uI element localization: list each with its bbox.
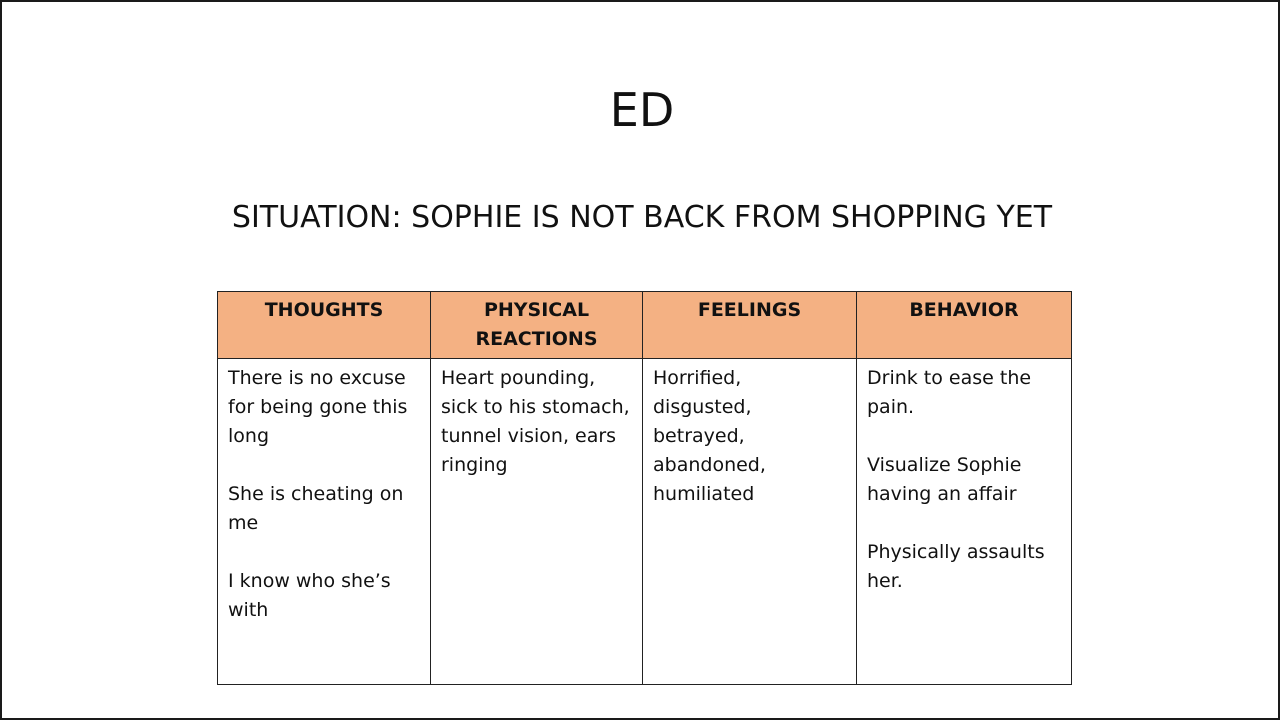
text-line: Visualize Sophie — [867, 454, 1022, 476]
text-line: Physically assaults — [867, 541, 1045, 563]
text-line: disgusted, — [653, 396, 752, 418]
paragraph-gap — [228, 538, 421, 567]
text-line: for being gone this — [228, 396, 408, 418]
text-line: long — [228, 425, 270, 447]
text-line: me — [228, 512, 259, 534]
cell-behavior — [857, 359, 1072, 685]
text-line: Heart pounding, — [441, 367, 596, 389]
table-row — [218, 359, 1072, 685]
text-line: humiliated — [653, 483, 755, 505]
text-line: There is no excuse — [228, 367, 406, 389]
behavior-item-2 — [867, 451, 1062, 509]
cbt-table — [217, 291, 1072, 685]
header-physical-label-line1: PHYSICAL — [483, 299, 590, 321]
text-line: having an affair — [867, 483, 1017, 505]
header-thoughts — [218, 292, 431, 359]
cell-physical-reactions — [431, 359, 643, 685]
cell-thoughts — [218, 359, 431, 685]
text-line: abandoned, — [653, 454, 766, 476]
paragraph-gap — [867, 422, 1062, 451]
table-header-row — [218, 292, 1072, 359]
text-line: I know who she’s — [228, 570, 391, 592]
header-thoughts-label: THOUGHTS — [264, 299, 384, 321]
text-line: tunnel vision, ears — [441, 425, 617, 447]
header-feelings — [643, 292, 857, 359]
header-behavior-label: BEHAVIOR — [909, 299, 1019, 321]
header-feelings-label: FEELINGS — [697, 299, 802, 321]
thought-item-2 — [228, 480, 421, 538]
text-line: with — [228, 599, 269, 621]
text-line: sick to his stomach, — [441, 396, 630, 418]
cell-feelings — [643, 359, 857, 685]
slide-subtitle: SITUATION: SOPHIE IS NOT BACK FROM SHOPPING YET — [231, 200, 1053, 235]
physical-item-1 — [441, 364, 633, 480]
slide-title: ED — [609, 83, 675, 137]
thought-item-1 — [228, 364, 421, 451]
header-physical-reactions — [431, 292, 643, 359]
header-physical-label-line2: REACTIONS — [475, 328, 598, 350]
text-line: Drink to ease the — [867, 367, 1032, 389]
text-line: pain. — [867, 396, 915, 418]
paragraph-gap — [867, 509, 1062, 538]
feelings-item-1 — [653, 364, 847, 509]
text-line: her. — [867, 570, 903, 592]
thought-item-3 — [228, 567, 421, 625]
behavior-item-3 — [867, 538, 1062, 596]
text-line: ringing — [441, 454, 508, 476]
text-line: Horrified, — [653, 367, 742, 389]
behavior-item-1 — [867, 364, 1062, 422]
header-behavior — [857, 292, 1072, 359]
text-line: She is cheating on — [228, 483, 404, 505]
paragraph-gap — [228, 451, 421, 480]
text-line: betrayed, — [653, 425, 745, 447]
